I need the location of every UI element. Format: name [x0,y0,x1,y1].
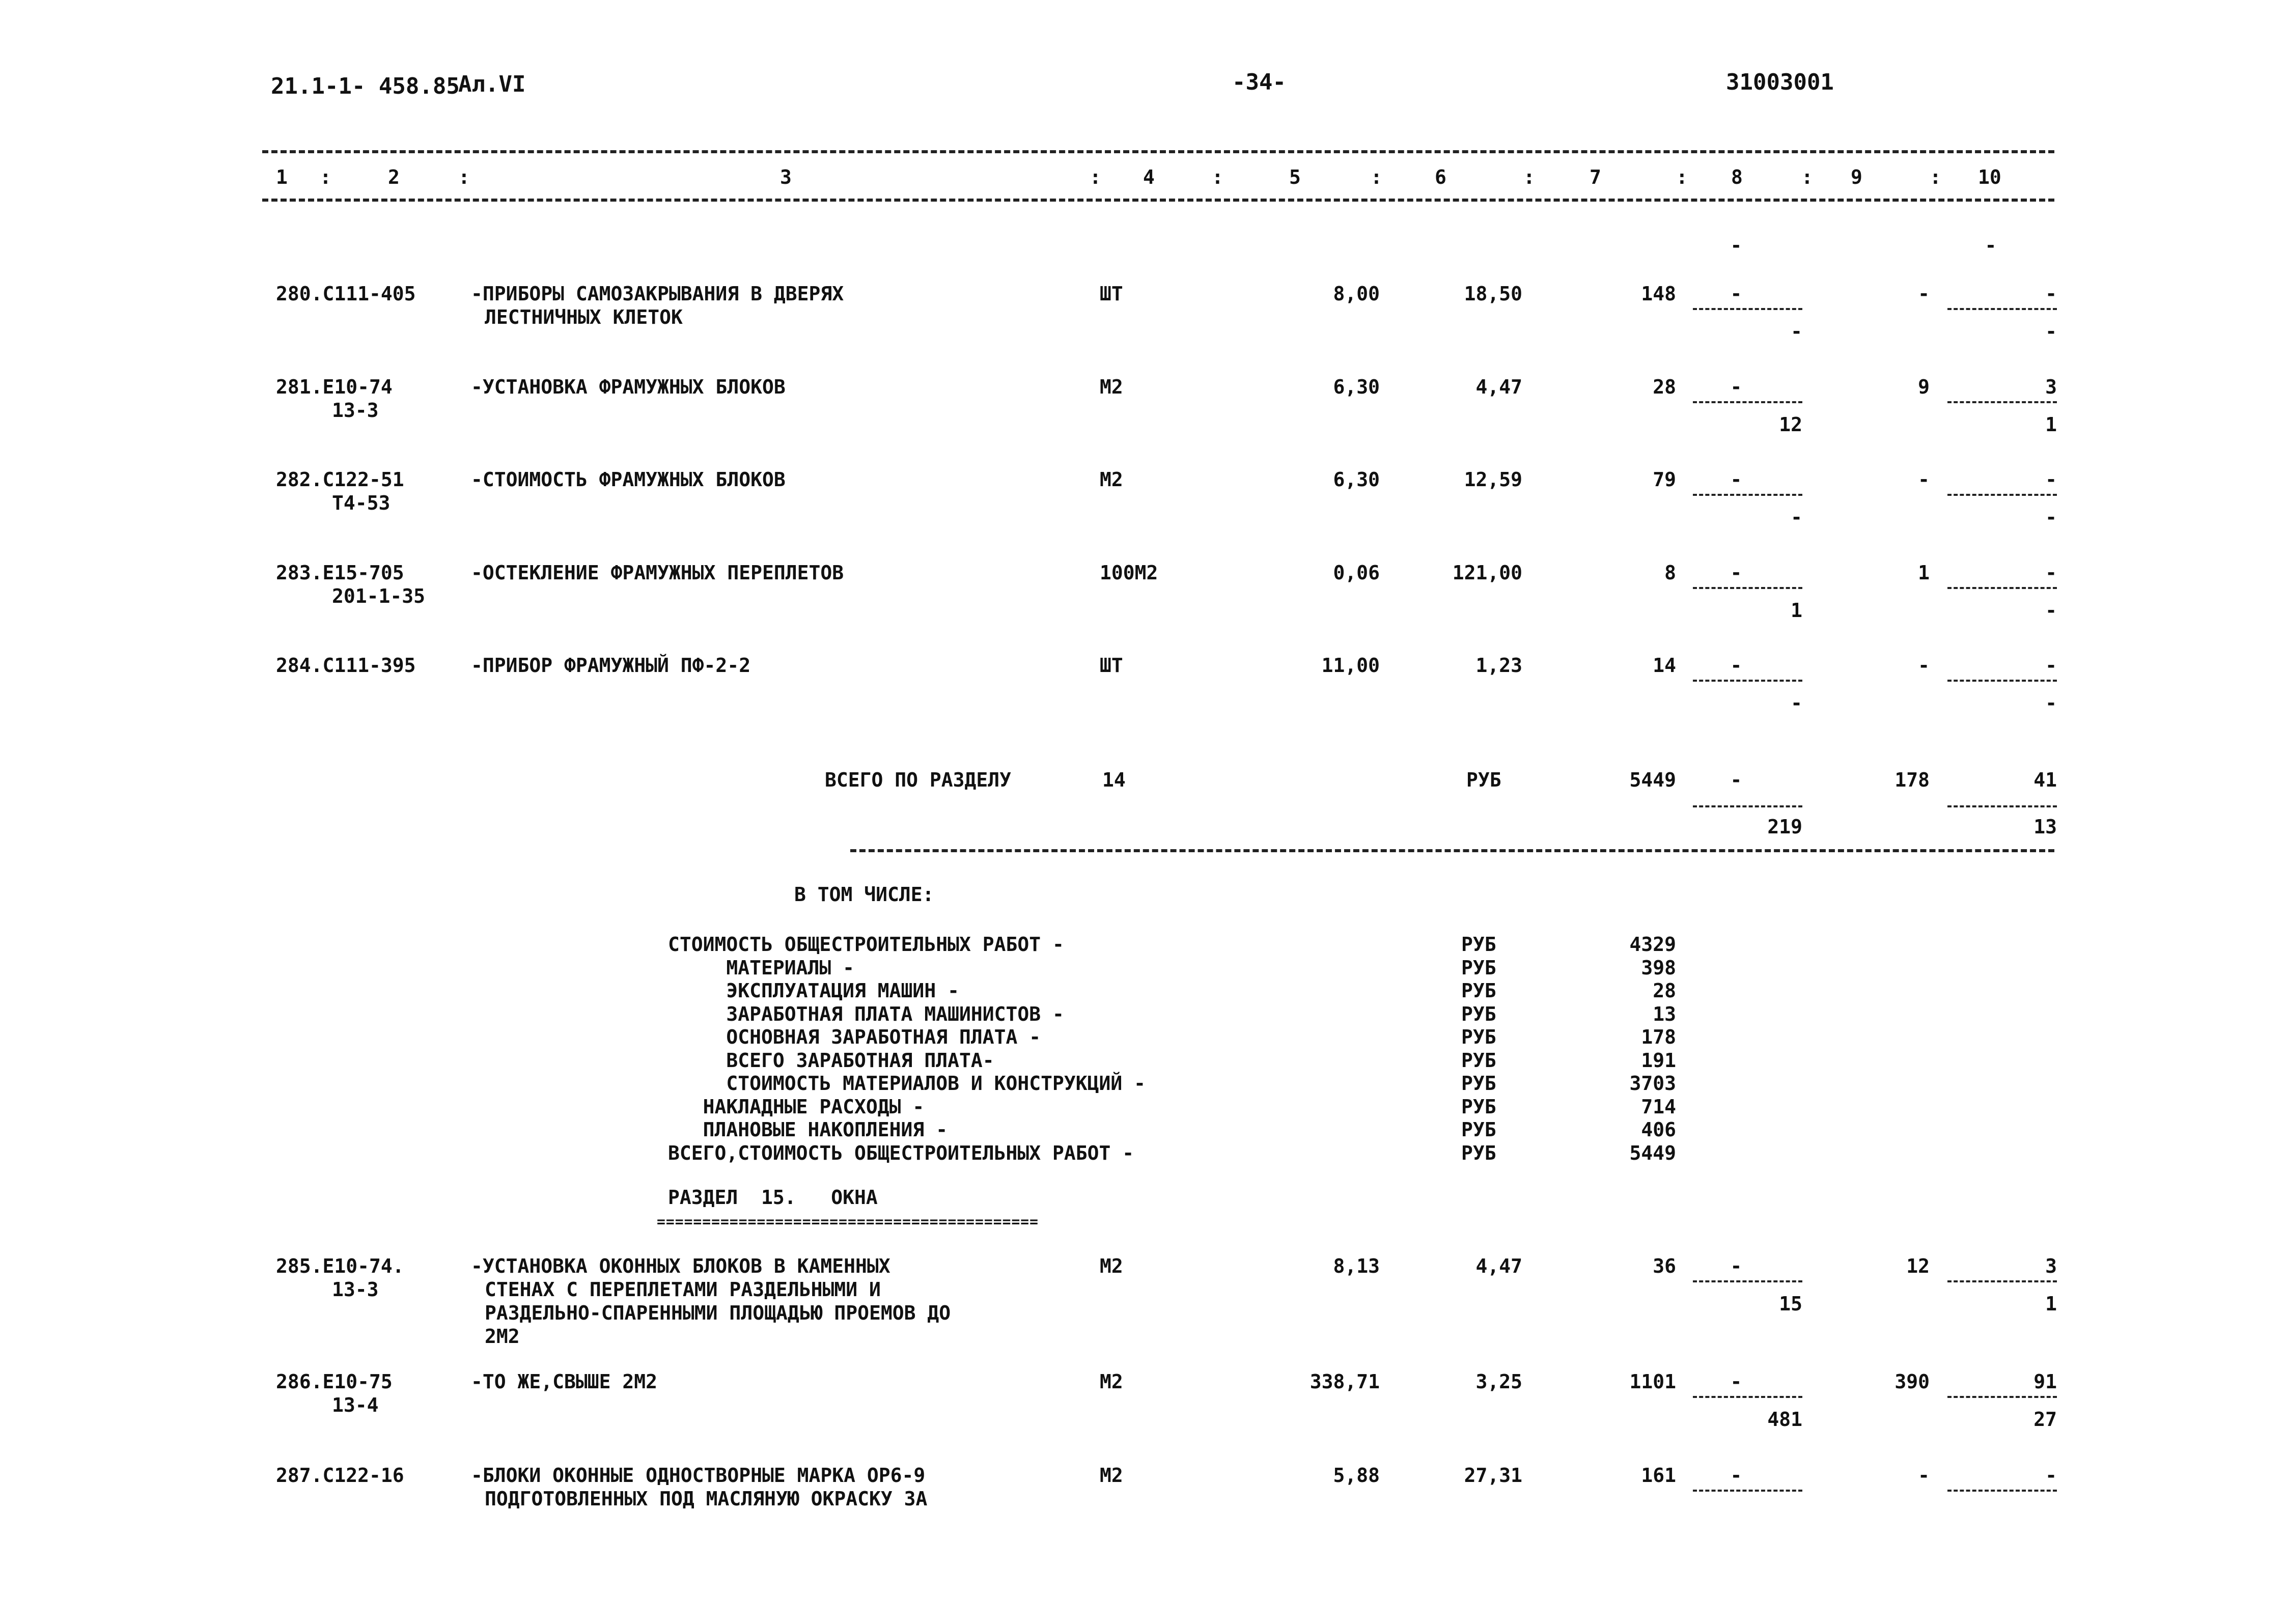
breakdown-value: 191 [1641,1049,1676,1072]
item-code: 282.С122-51 [276,468,404,491]
section-total-c10-bottom: 13 [2033,816,2057,838]
breakdown-value: 406 [1641,1118,1676,1141]
item-description: -ПРИБОРЫ САМОЗАКРЫВАНИЯ В ДВЕРЯХ [471,283,844,305]
item-c8-top: - [1730,1370,1742,1393]
fraction-rule [1947,401,2057,403]
breakdown-label: СТОИМОСТЬ ОБЩЕСТРОИТЕЛЬНЫХ РАБОТ - [668,933,1064,956]
fraction-rule [1693,587,1802,589]
item-unit-price: 27,31 [1464,1464,1522,1487]
breakdown-unit: РУБ [1461,1049,1496,1072]
breakdown-label: МАТЕРИАЛЫ - [668,956,855,979]
item-unit-price: 1,23 [1475,654,1522,677]
breakdown-value: 4329 [1629,933,1676,956]
breakdown-value: 714 [1641,1095,1676,1118]
item-description: ЛЕСТНИЧНЫХ КЛЕТОК [485,306,683,328]
section-total-number: 14 [1102,769,1126,791]
item-c8-bottom: 12 [1779,413,1802,436]
item-subcode: 13-4 [332,1394,379,1416]
item-unit-price: 12,59 [1464,468,1522,491]
col-header: 3 [780,166,792,188]
item-c10-top: - [2045,562,2057,584]
document-code: 21.1-1- 458.85 [271,73,460,99]
breakdown-value: 5449 [1629,1141,1676,1164]
item-unit: М2 [1100,1255,1123,1277]
item-c10-bottom: 1 [2045,1293,2057,1315]
fraction-rule [1693,494,1802,496]
fraction-rule [1693,401,1802,403]
item-description: РАЗДЕЛЬНО-СПАРЕННЫМИ ПЛОЩАДЬЮ ПРОЕМОВ ДО [485,1302,951,1324]
item-subcode: 13-3 [332,399,379,422]
fraction-rule [1693,1396,1802,1398]
item-quantity: 8,00 [1333,283,1380,305]
item-c8-top: - [1730,562,1742,584]
col-header: 4 [1143,166,1155,188]
col-sep: : [458,166,470,188]
section-total-c9: 178 [1894,769,1930,791]
item-c10-top: - [2045,1464,2057,1487]
item-c8-bottom: - [1791,320,1802,343]
including-title: В ТОМ ЧИСЛЕ: [794,883,934,906]
breakdown-label: ОСНОВНАЯ ЗАРАБОТНАЯ ПЛАТА - [668,1026,1041,1048]
item-c10-bottom: - [2045,599,2057,622]
item-quantity: 5,88 [1333,1464,1380,1487]
item-description: -ОСТЕКЛЕНИЕ ФРАМУЖНЫХ ПЕРЕПЛЕТОВ [471,562,844,584]
col-sep: : [1676,166,1688,188]
breakdown-unit: РУБ [1461,1026,1496,1048]
breakdown-unit: РУБ [1461,933,1496,956]
item-quantity: 6,30 [1333,376,1380,398]
item-unit-price: 4,47 [1475,1255,1522,1277]
item-quantity: 338,71 [1309,1370,1380,1393]
document-number: 31003001 [1726,69,1834,95]
item-description: -СТОИМОСТЬ ФРАМУЖНЫХ БЛОКОВ [471,468,786,491]
col-sep: : [1090,166,1101,188]
item-subcode: 13-3 [332,1278,379,1301]
item-subcode: 201-1-35 [332,585,426,607]
item-description: СТЕНАХ С ПЕРЕПЛЕТАМИ РАЗДЕЛЬНЫМИ И [485,1278,881,1301]
col-header: 1 [276,166,288,188]
fraction-rule [1947,587,2057,589]
breakdown-value: 178 [1641,1026,1676,1048]
fraction-rule [1947,1280,2057,1282]
item-c8-top: - [1730,654,1742,677]
item-c10-bottom: 1 [2045,413,2057,436]
section-total-rule [850,849,2054,852]
item-c8-top: - [1730,468,1742,491]
item-c10-bottom: 27 [2033,1408,2057,1431]
breakdown-unit: РУБ [1461,1072,1496,1095]
fraction-rule [1947,805,2057,807]
item-c10-bottom: - [2045,692,2057,714]
item-unit-price: 18,50 [1464,283,1522,305]
item-code: 285.Е10-74. [276,1255,404,1277]
item-description: -УСТАНОВКА ФРАМУЖНЫХ БЛОКОВ [471,376,786,398]
item-unit: М2 [1100,376,1123,398]
breakdown-unit: РУБ [1461,956,1496,979]
col-sep: : [1930,166,1941,188]
item-c9: - [1918,1464,1930,1487]
fraction-rule [1693,1280,1802,1282]
album-number: Ал.VI [458,71,526,97]
item-c10-top: 3 [2045,376,2057,398]
item-description: 2М2 [485,1325,520,1348]
pre-mark: - [1985,234,1997,257]
item-unit: М2 [1100,1464,1123,1487]
item-c8-top: - [1730,1464,1742,1487]
breakdown-unit: РУБ [1461,1118,1496,1141]
item-code: 280.С111-405 [276,283,416,305]
breakdown-unit: РУБ [1461,1141,1496,1164]
fraction-rule [1947,1490,2057,1492]
item-c9: 12 [1906,1255,1930,1277]
col-header: 9 [1851,166,1862,188]
breakdown-label: ВСЕГО ЗАРАБОТНАЯ ПЛАТА- [668,1049,994,1072]
item-description: -УСТАНОВКА ОКОННЫХ БЛОКОВ В КАМЕННЫХ [471,1255,890,1277]
item-code: 287.С122-16 [276,1464,404,1487]
col-sep: : [320,166,331,188]
item-c9: 1 [1918,562,1930,584]
fraction-rule [1947,1396,2057,1398]
breakdown-label: ВСЕГО,СТОИМОСТЬ ОБЩЕСТРОИТЕЛЬНЫХ РАБОТ - [668,1141,1134,1164]
breakdown-label: ЗАРАБОТНАЯ ПЛАТА МАШИНИСТОВ - [668,1002,1064,1025]
item-unit-price: 3,25 [1475,1370,1522,1393]
item-code: 281.Е10-74 [276,376,393,398]
item-c9: - [1918,654,1930,677]
item-c10-top: - [2045,654,2057,677]
item-total: 8 [1664,562,1676,584]
item-total: 148 [1641,283,1676,305]
item-quantity: 11,00 [1321,654,1380,677]
item-c8-bottom: - [1791,692,1802,714]
item-unit: ШТ [1100,283,1123,305]
section-total-c8-top: - [1730,769,1742,791]
item-unit: М2 [1100,468,1123,491]
col-sep: : [1801,166,1813,188]
col-header: 7 [1590,166,1601,188]
item-c8-bottom: 481 [1767,1408,1802,1431]
pre-mark: - [1730,234,1742,257]
item-code: 286.Е10-75 [276,1370,393,1393]
item-total: 36 [1653,1255,1676,1277]
item-total: 1101 [1629,1370,1676,1393]
fraction-rule [1947,308,2057,310]
item-total: 14 [1653,654,1676,677]
item-total: 161 [1641,1464,1676,1487]
page-number: -34- [1232,69,1286,95]
item-c9: 9 [1918,376,1930,398]
breakdown-value: 13 [1653,1002,1676,1025]
fraction-rule [1693,680,1802,682]
breakdown-unit: РУБ [1461,1002,1496,1025]
breakdown-unit: РУБ [1461,1095,1496,1118]
col-header: 6 [1435,166,1446,188]
item-unit: ШТ [1100,654,1123,677]
item-unit: М2 [1100,1370,1123,1393]
item-subcode: Т4-53 [332,492,391,514]
item-description: -ПРИБОР ФРАМУЖНЫЙ ПФ-2-2 [471,654,751,677]
fraction-rule [1693,805,1802,807]
item-unit: 100М2 [1100,562,1158,584]
breakdown-label: ПЛАНОВЫЕ НАКОПЛЕНИЯ - [668,1118,948,1141]
section-15-title: РАЗДЕЛ 15. ОКНА [668,1186,878,1209]
item-c9: - [1918,468,1930,491]
breakdown-value: 3703 [1629,1072,1676,1095]
item-description: -БЛОКИ ОКОННЫЕ ОДНОСТВОРНЫЕ МАРКА ОР6-9 [471,1464,926,1487]
col-header: 2 [388,166,400,188]
item-unit-price: 121,00 [1452,562,1522,584]
fraction-rule [1947,680,2057,682]
col-header: 10 [1978,166,2001,188]
item-quantity: 0,06 [1333,562,1380,584]
fraction-rule [1693,1490,1802,1492]
breakdown-value: 28 [1653,979,1676,1002]
item-c10-top: 3 [2045,1255,2057,1277]
header-top-rule [262,150,2054,153]
item-c8-bottom: 1 [1791,599,1802,622]
breakdown-unit: РУБ [1461,979,1496,1002]
item-code: 283.Е15-705 [276,562,404,584]
breakdown-label: ЭКСПЛУАТАЦИЯ МАШИН - [668,979,959,1002]
section-total-value: 5449 [1629,769,1676,791]
item-c8-top: - [1730,1255,1742,1277]
section-total-c8-bottom: 219 [1767,816,1802,838]
item-quantity: 8,13 [1333,1255,1380,1277]
item-c8-bottom: 15 [1779,1293,1802,1315]
section-total-label: ВСЕГО ПО РАЗДЕЛУ [825,769,1012,791]
header-bottom-rule [262,199,2054,202]
item-code: 284.С111-395 [276,654,416,677]
item-description: ПОДГОТОВЛЕННЫХ ПОД МАСЛЯНУЮ ОКРАСКУ ЗА [485,1488,928,1510]
breakdown-label: СТОИМОСТЬ МАТЕРИАЛОВ И КОНСТРУКЦИЙ - [668,1072,1146,1095]
item-c8-top: - [1730,283,1742,305]
item-quantity: 6,30 [1333,468,1380,491]
item-c9: - [1918,283,1930,305]
col-sep: : [1212,166,1223,188]
item-c8-bottom: - [1791,506,1802,528]
breakdown-label: НАКЛАДНЫЕ РАСХОДЫ - [668,1095,925,1118]
col-sep: : [1371,166,1382,188]
section-total-c10-top: 41 [2033,769,2057,791]
breakdown-value: 398 [1641,956,1676,979]
fraction-rule [1947,494,2057,496]
item-unit-price: 4,47 [1475,376,1522,398]
item-c10-top: - [2045,283,2057,305]
item-c10-top: - [2045,468,2057,491]
item-description: -ТО ЖЕ,СВЫШЕ 2М2 [471,1370,658,1393]
item-c10-bottom: - [2045,320,2057,343]
item-c9: 390 [1894,1370,1930,1393]
item-c8-top: - [1730,376,1742,398]
item-c10-top: 91 [2033,1370,2057,1393]
section-15-underline: ========================================== [657,1213,1039,1230]
fraction-rule [1693,308,1802,310]
col-header: 8 [1731,166,1743,188]
col-header: 5 [1289,166,1301,188]
item-total: 28 [1653,376,1676,398]
section-total-unit: РУБ [1466,769,1501,791]
col-sep: : [1523,166,1535,188]
item-total: 79 [1653,468,1676,491]
item-c10-bottom: - [2045,506,2057,528]
